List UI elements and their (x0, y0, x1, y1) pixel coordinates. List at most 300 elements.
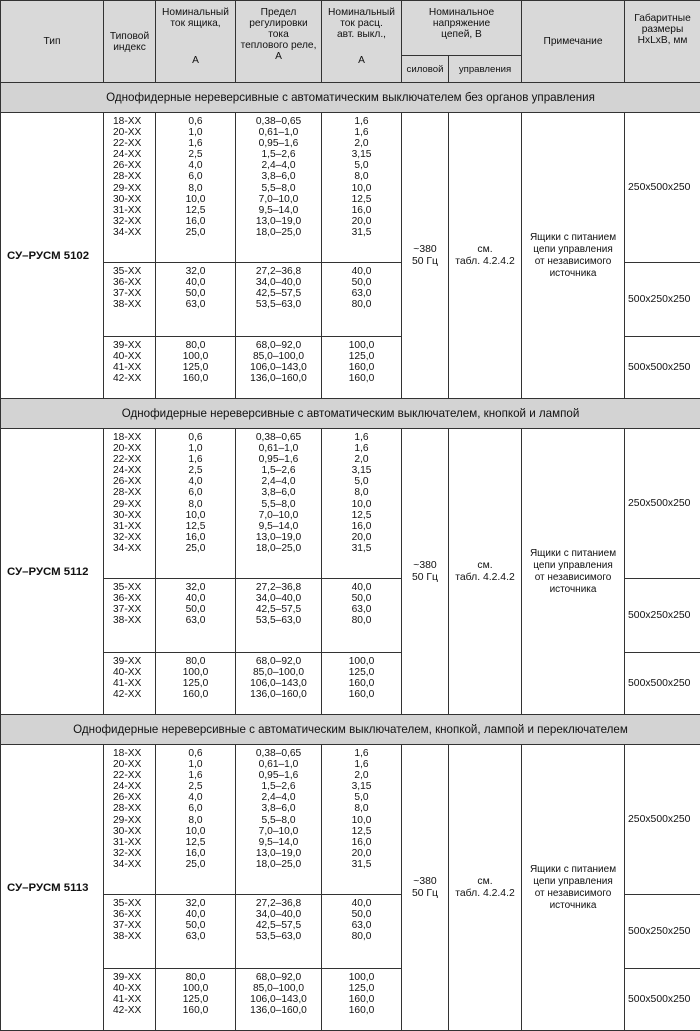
cell-value: 27,2–36,8 (236, 582, 321, 593)
cell-value: 31-XX (113, 521, 155, 532)
cell-value: 29-XX (113, 499, 155, 510)
cell-value: 38-XX (113, 615, 155, 626)
relay-range-list (236, 745, 322, 895)
cell-value: цепи управления (522, 876, 624, 888)
index-list (104, 429, 156, 579)
cell-value: 2,5 (156, 149, 235, 160)
cell-value: 18-XX (113, 116, 155, 127)
cell-value: 40,0 (322, 898, 401, 909)
cell-value: 160,0 (322, 373, 401, 384)
cell-value: 24-XX (113, 781, 155, 792)
cell-value: 160,0 (156, 373, 235, 384)
cell-value: 1,6 (156, 454, 235, 465)
cell-value: 7,0–10,0 (236, 510, 321, 521)
cell-value: 80,0 (156, 972, 235, 983)
relay-range-list (236, 653, 322, 715)
cell-value: 10,0 (156, 826, 235, 837)
cell-value: 63,0 (156, 615, 235, 626)
section-header-row (1, 83, 700, 113)
cell-value: 16,0 (322, 521, 401, 532)
cell-value: цепи управления (522, 560, 624, 572)
dimensions: 500x500x250 (625, 653, 700, 715)
cell-value: 41-XX (113, 678, 155, 689)
cell-value: 2,4–4,0 (236, 160, 321, 171)
cell-value: 1,6 (322, 116, 401, 127)
cell-value: 1,0 (156, 759, 235, 770)
relay-range-list (236, 113, 322, 263)
cell-value: 1,5–2,6 (236, 465, 321, 476)
dimensions: 250x500x250 (625, 745, 700, 895)
cell-value: 24-XX (113, 465, 155, 476)
cell-value: 20,0 (322, 532, 401, 543)
cell-value: 20-XX (113, 127, 155, 138)
cell-value: 4,0 (156, 160, 235, 171)
cell-value: 0,6 (156, 432, 235, 443)
note-text (522, 429, 625, 715)
cell-value: 28-XX (113, 171, 155, 182)
cell-value: 8,0 (156, 183, 235, 194)
note-text (522, 745, 625, 1031)
cell-value: 125,0 (322, 351, 401, 362)
cell-value: 0,6 (156, 748, 235, 759)
index-list (104, 653, 156, 715)
cell-value: 42-XX (113, 373, 155, 384)
cell-value: 36-XX (113, 277, 155, 288)
index-list (104, 745, 156, 895)
cell-value: 0,95–1,6 (236, 770, 321, 781)
cell-value: 125,0 (156, 994, 235, 1005)
dimensions: 500x250x250 (625, 263, 700, 337)
cell-value: 63,0 (322, 920, 401, 931)
cell-value: 13,0–19,0 (236, 216, 321, 227)
cell-value: 12,5 (322, 194, 401, 205)
cell-value: 6,0 (156, 487, 235, 498)
breaker-current-list (322, 969, 402, 1031)
cell-value: 4,0 (156, 792, 235, 803)
cell-value: 25,0 (156, 543, 235, 554)
cell-value: 9,5–14,0 (236, 521, 321, 532)
cell-value: 12,5 (156, 521, 235, 532)
cell-value: 8,0 (156, 815, 235, 826)
header-voltage-power: силовой (402, 56, 449, 83)
cell-value: табл. 4.2.4.2 (449, 256, 521, 268)
cell-value: 35-XX (113, 582, 155, 593)
cell-value: см. (449, 244, 521, 256)
cell-value: 34-XX (113, 543, 155, 554)
header-type: Тип (1, 1, 104, 83)
cell-value: 40,0 (156, 909, 235, 920)
cell-value: 2,0 (322, 770, 401, 781)
cell-value: 1,6 (322, 443, 401, 454)
cell-value: 4,0 (156, 476, 235, 487)
cell-value: 3,8–6,0 (236, 487, 321, 498)
cell-value: 9,5–14,0 (236, 205, 321, 216)
cell-value: 16,0 (156, 848, 235, 859)
cell-value: 9,5–14,0 (236, 837, 321, 848)
cell-value: 40-XX (113, 983, 155, 994)
cell-value: 8,0 (322, 803, 401, 814)
cell-value: 2,4–4,0 (236, 476, 321, 487)
index-list (104, 263, 156, 337)
cell-value: 8,0 (322, 171, 401, 182)
cell-value: 68,0–92,0 (236, 972, 321, 983)
section-title: Однофидерные нереверсивные с автоматическим выключателем, кнопкой и лампой (1, 399, 700, 429)
cell-value: 18,0–25,0 (236, 859, 321, 870)
cell-value: 34,0–40,0 (236, 277, 321, 288)
cell-value: 40,0 (322, 582, 401, 593)
cell-value: 41-XX (113, 362, 155, 373)
cell-value: 136,0–160,0 (236, 373, 321, 384)
cell-value: 85,0–100,0 (236, 351, 321, 362)
cell-value: 26-XX (113, 160, 155, 171)
cell-value: 63,0 (156, 931, 235, 942)
cell-value: 0,61–1,0 (236, 443, 321, 454)
cell-value: 136,0–160,0 (236, 1005, 321, 1016)
index-list (104, 337, 156, 399)
cell-value: 34-XX (113, 227, 155, 238)
cell-value: 12,5 (156, 205, 235, 216)
cell-value: 37-XX (113, 920, 155, 931)
dimensions: 500x500x250 (625, 337, 700, 399)
cell-value: 100,0 (322, 340, 401, 351)
cell-value: 20,0 (322, 848, 401, 859)
cell-value: 0,38–0,65 (236, 116, 321, 127)
cell-value: 34,0–40,0 (236, 593, 321, 604)
voltage-power (402, 113, 449, 399)
cell-value: 136,0–160,0 (236, 689, 321, 700)
cell-value: 160,0 (322, 1005, 401, 1016)
header-index: Типовой индекс (104, 1, 156, 83)
cell-value: 32-XX (113, 216, 155, 227)
header-voltage: Номинальное напряжение цепей, В (402, 1, 522, 56)
cell-value: 50,0 (322, 593, 401, 604)
breaker-current-list (322, 113, 402, 263)
cell-value: 1,6 (322, 127, 401, 138)
cell-value: 5,5–8,0 (236, 815, 321, 826)
cell-value: 2,5 (156, 781, 235, 792)
cell-value: табл. 4.2.4.2 (449, 572, 521, 584)
cell-value: 50 Гц (402, 888, 448, 900)
cell-value: 12,5 (322, 510, 401, 521)
cell-value: 32-XX (113, 848, 155, 859)
section-header-row (1, 399, 700, 429)
index-list (104, 895, 156, 969)
cell-value: 2,4–4,0 (236, 792, 321, 803)
cell-value: 80,0 (156, 340, 235, 351)
cell-value: 8,0 (156, 499, 235, 510)
cell-value: 42,5–57,5 (236, 288, 321, 299)
cell-value: 31-XX (113, 205, 155, 216)
cell-value: 32-XX (113, 532, 155, 543)
dimensions: 250x500x250 (625, 113, 700, 263)
cell-value: 106,0–143,0 (236, 362, 321, 373)
header-relay-range: Предел регулировки тока теплового реле, А (236, 1, 322, 83)
section-header-row (1, 715, 700, 745)
cell-value: 35-XX (113, 898, 155, 909)
breaker-current-list (322, 745, 402, 895)
cell-value: 18,0–25,0 (236, 543, 321, 554)
cell-value: 5,0 (322, 160, 401, 171)
cell-value: 0,61–1,0 (236, 759, 321, 770)
cell-value: 160,0 (322, 362, 401, 373)
breaker-current-list (322, 579, 402, 653)
cell-value: 1,6 (322, 759, 401, 770)
breaker-current-list (322, 337, 402, 399)
box-current-list (156, 429, 236, 579)
cell-value: 106,0–143,0 (236, 994, 321, 1005)
cell-value: 53,5–63,0 (236, 931, 321, 942)
cell-value: 32,0 (156, 266, 235, 277)
cell-value: источника (522, 584, 624, 596)
cell-value: 36-XX (113, 593, 155, 604)
cell-value: цепи управления (522, 244, 624, 256)
type-name: СУ–РУСМ 5102 (1, 113, 104, 399)
cell-value: 16,0 (322, 837, 401, 848)
cell-value: 100,0 (322, 656, 401, 667)
breaker-current-list (322, 429, 402, 579)
cell-value: Ящики с питанием (522, 548, 624, 560)
cell-value: 1,0 (156, 127, 235, 138)
cell-value: 68,0–92,0 (236, 340, 321, 351)
cell-value: 7,0–10,0 (236, 194, 321, 205)
index-list (104, 579, 156, 653)
header-breaker-current: Номинальный ток расц. авт. выкл., А (322, 1, 402, 83)
breaker-current-list (322, 895, 402, 969)
cell-value: от независимого (522, 256, 624, 268)
cell-value: 100,0 (156, 351, 235, 362)
cell-value: 42,5–57,5 (236, 604, 321, 615)
cell-value: ~380 (402, 244, 448, 256)
cell-value: 40,0 (156, 593, 235, 604)
group-row (1, 113, 700, 263)
cell-value: 27,2–36,8 (236, 898, 321, 909)
cell-value: источника (522, 900, 624, 912)
cell-value: 3,8–6,0 (236, 171, 321, 182)
cell-value: 12,5 (156, 837, 235, 848)
cell-value: 1,5–2,6 (236, 149, 321, 160)
cell-value: 0,6 (156, 116, 235, 127)
cell-value: 42-XX (113, 1005, 155, 1016)
relay-range-list (236, 969, 322, 1031)
cell-value: 85,0–100,0 (236, 983, 321, 994)
cell-value: 22-XX (113, 138, 155, 149)
cell-value: 29-XX (113, 183, 155, 194)
cell-value: 1,6 (322, 432, 401, 443)
cell-value: ~380 (402, 560, 448, 572)
relay-range-list (236, 337, 322, 399)
cell-value: 20-XX (113, 759, 155, 770)
cell-value: 160,0 (322, 994, 401, 1005)
cell-value: 42-XX (113, 689, 155, 700)
cell-value: 16,0 (156, 532, 235, 543)
cell-value: 0,38–0,65 (236, 432, 321, 443)
cell-value: 6,0 (156, 171, 235, 182)
cell-value: от независимого (522, 888, 624, 900)
cell-value: 39-XX (113, 972, 155, 983)
cell-value: 0,95–1,6 (236, 138, 321, 149)
cell-value: 80,0 (322, 299, 401, 310)
section-title: Однофидерные нереверсивные с автоматическим выключателем, кнопкой, лампой и переключателем (1, 715, 700, 745)
cell-value: 100,0 (156, 983, 235, 994)
cell-value: 18,0–25,0 (236, 227, 321, 238)
cell-value: см. (449, 560, 521, 572)
cell-value: 20-XX (113, 443, 155, 454)
cell-value: 160,0 (156, 1005, 235, 1016)
relay-range-list (236, 895, 322, 969)
cell-value: 68,0–92,0 (236, 656, 321, 667)
header-note: Примечание (522, 1, 625, 83)
cell-value: 10,0 (156, 510, 235, 521)
box-current-list (156, 653, 236, 715)
cell-value: 1,6 (156, 138, 235, 149)
cell-value: 6,0 (156, 803, 235, 814)
cell-value: 3,15 (322, 781, 401, 792)
dimensions: 500x250x250 (625, 895, 700, 969)
cell-value: 160,0 (322, 678, 401, 689)
cell-value: 16,0 (156, 216, 235, 227)
cell-value: 106,0–143,0 (236, 678, 321, 689)
cell-value: 50 Гц (402, 256, 448, 268)
cell-value: 31,5 (322, 859, 401, 870)
cell-value: 27,2–36,8 (236, 266, 321, 277)
voltage-power (402, 429, 449, 715)
cell-value: см. (449, 876, 521, 888)
cell-value: 26-XX (113, 792, 155, 803)
cell-value: 37-XX (113, 288, 155, 299)
voltage-control (449, 745, 522, 1031)
cell-value: 125,0 (322, 667, 401, 678)
relay-range-list (236, 429, 322, 579)
cell-value: 40,0 (156, 277, 235, 288)
cell-value: 36-XX (113, 909, 155, 920)
cell-value: 31,5 (322, 543, 401, 554)
cell-value: 37-XX (113, 604, 155, 615)
cell-value: от независимого (522, 572, 624, 584)
cell-value: 50,0 (322, 909, 401, 920)
relay-range-list (236, 263, 322, 337)
cell-value: 80,0 (322, 931, 401, 942)
cell-value: 5,0 (322, 792, 401, 803)
breaker-current-list (322, 653, 402, 715)
cell-value: 42,5–57,5 (236, 920, 321, 931)
cell-value: 0,95–1,6 (236, 454, 321, 465)
cell-value: 30-XX (113, 194, 155, 205)
cell-value: источника (522, 268, 624, 280)
dimensions: 250x500x250 (625, 429, 700, 579)
box-current-list (156, 263, 236, 337)
cell-value: 50,0 (322, 277, 401, 288)
cell-value: 3,15 (322, 465, 401, 476)
cell-value: 39-XX (113, 656, 155, 667)
cell-value: 1,0 (156, 443, 235, 454)
dimensions: 500x500x250 (625, 969, 700, 1031)
cell-value: 5,5–8,0 (236, 499, 321, 510)
cell-value: 80,0 (156, 656, 235, 667)
cell-value: Ящики с питанием (522, 864, 624, 876)
cell-value: 50,0 (156, 604, 235, 615)
box-current-list (156, 337, 236, 399)
cell-value: 10,0 (322, 499, 401, 510)
cell-value: 34,0–40,0 (236, 909, 321, 920)
cell-value: 22-XX (113, 770, 155, 781)
cell-value: 2,0 (322, 138, 401, 149)
index-list (104, 113, 156, 263)
cell-value: 50,0 (156, 288, 235, 299)
cell-value: 125,0 (156, 678, 235, 689)
cell-value: 18-XX (113, 432, 155, 443)
cell-value: 30-XX (113, 510, 155, 521)
cell-value: 34-XX (113, 859, 155, 870)
cell-value: 3,8–6,0 (236, 803, 321, 814)
cell-value: 80,0 (322, 615, 401, 626)
cell-value: 10,0 (322, 183, 401, 194)
voltage-control (449, 113, 522, 399)
cell-value: 53,5–63,0 (236, 299, 321, 310)
cell-value: 20,0 (322, 216, 401, 227)
cell-value: 63,0 (156, 299, 235, 310)
cell-value: 5,0 (322, 476, 401, 487)
cell-value: 41-XX (113, 994, 155, 1005)
cell-value: 38-XX (113, 299, 155, 310)
cell-value: 7,0–10,0 (236, 826, 321, 837)
cell-value: 12,5 (322, 826, 401, 837)
cell-value: табл. 4.2.4.2 (449, 888, 521, 900)
cell-value: 10,0 (156, 194, 235, 205)
cell-value: 53,5–63,0 (236, 615, 321, 626)
group-row (1, 745, 700, 895)
cell-value: 50 Гц (402, 572, 448, 584)
cell-value: 8,0 (322, 487, 401, 498)
cell-value: 40,0 (322, 266, 401, 277)
dimensions: 500x250x250 (625, 579, 700, 653)
cell-value: 32,0 (156, 898, 235, 909)
box-current-list (156, 969, 236, 1031)
cell-value: 50,0 (156, 920, 235, 931)
section-title: Однофидерные нереверсивные с автоматическим выключателем без органов управления (1, 83, 700, 113)
cell-value: 1,6 (322, 748, 401, 759)
cell-value: 5,5–8,0 (236, 183, 321, 194)
cell-value: 125,0 (156, 362, 235, 373)
cell-value: 2,0 (322, 454, 401, 465)
header-box-current: Номинальный ток ящика, А (156, 1, 236, 83)
cell-value: 85,0–100,0 (236, 667, 321, 678)
cell-value: 31-XX (113, 837, 155, 848)
cell-value: Ящики с питанием (522, 232, 624, 244)
index-list (104, 969, 156, 1031)
cell-value: 16,0 (322, 205, 401, 216)
cell-value: 63,0 (322, 288, 401, 299)
cell-value: 2,5 (156, 465, 235, 476)
cell-value: 32,0 (156, 582, 235, 593)
note-text (522, 113, 625, 399)
cell-value: 1,6 (156, 770, 235, 781)
cell-value: 35-XX (113, 266, 155, 277)
cell-value: 0,38–0,65 (236, 748, 321, 759)
cell-value: 3,15 (322, 149, 401, 160)
type-name: СУ–РУСМ 5113 (1, 745, 104, 1031)
cell-value: 160,0 (156, 689, 235, 700)
cell-value: 26-XX (113, 476, 155, 487)
cell-value: 0,61–1,0 (236, 127, 321, 138)
cell-value: 1,5–2,6 (236, 781, 321, 792)
cell-value: 63,0 (322, 604, 401, 615)
cell-value: 13,0–19,0 (236, 848, 321, 859)
cell-value: 25,0 (156, 859, 235, 870)
cell-value: 25,0 (156, 227, 235, 238)
cell-value: 40-XX (113, 667, 155, 678)
cell-value: 39-XX (113, 340, 155, 351)
relay-range-list (236, 579, 322, 653)
